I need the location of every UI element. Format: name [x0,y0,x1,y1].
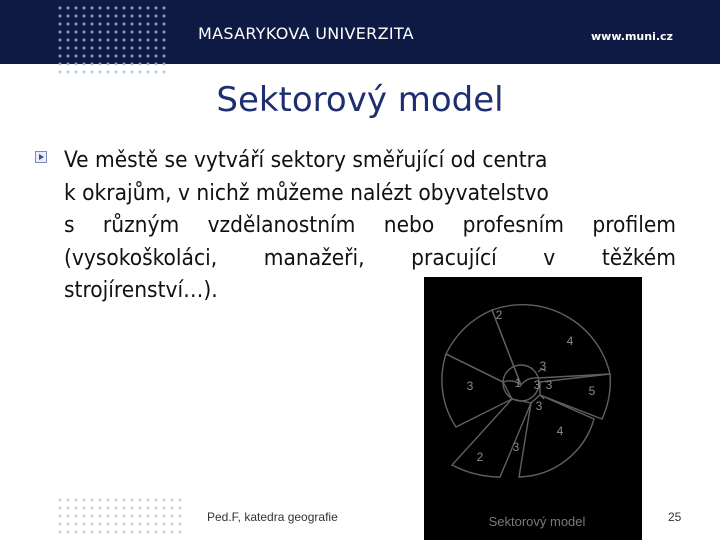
sector-label: 2 [495,308,503,322]
body-line: (vysokoškoláci, manažeři, pracující v těžkém [64,244,676,271]
sector-label: 4 [556,424,564,438]
sector-label: 3 [466,379,474,393]
sector-label: 4 [566,334,574,348]
sector-label: 3 [545,378,553,392]
sector-model-diagram [424,277,642,540]
bullet-icon [35,151,47,163]
sector-label: 2 [476,450,484,464]
body-line: k okrajům, v nichž můžeme nalézt obyvatelstvo [64,179,549,206]
university-name: MASARYKOVA UNIVERZITA [198,24,414,43]
page-number: 25 [668,510,682,524]
university-url: www.muni.cz [591,30,673,43]
slide-title: Sektorový model [216,80,504,120]
sector-label: 3 [535,399,543,413]
footer-dot-pattern [56,496,186,536]
sector-label: 5 [588,384,596,398]
body-line: strojírenství…). [64,277,218,303]
logo-dot-pattern [56,4,166,76]
sector-label: 3 [539,359,547,373]
sector-label: 1 [514,376,522,390]
body-line: Ve městě se vytváří sektory směřující od centra [64,147,548,173]
sector-label: 3 [533,378,541,392]
header-band [0,0,720,64]
body-line: s různým vzdělanostním nebo profesním profilem [64,212,676,238]
footer-text: Ped.F, katedra geografie [207,510,338,524]
figure-caption: Sektorový model [488,514,586,529]
sector-label: 3 [512,440,520,454]
